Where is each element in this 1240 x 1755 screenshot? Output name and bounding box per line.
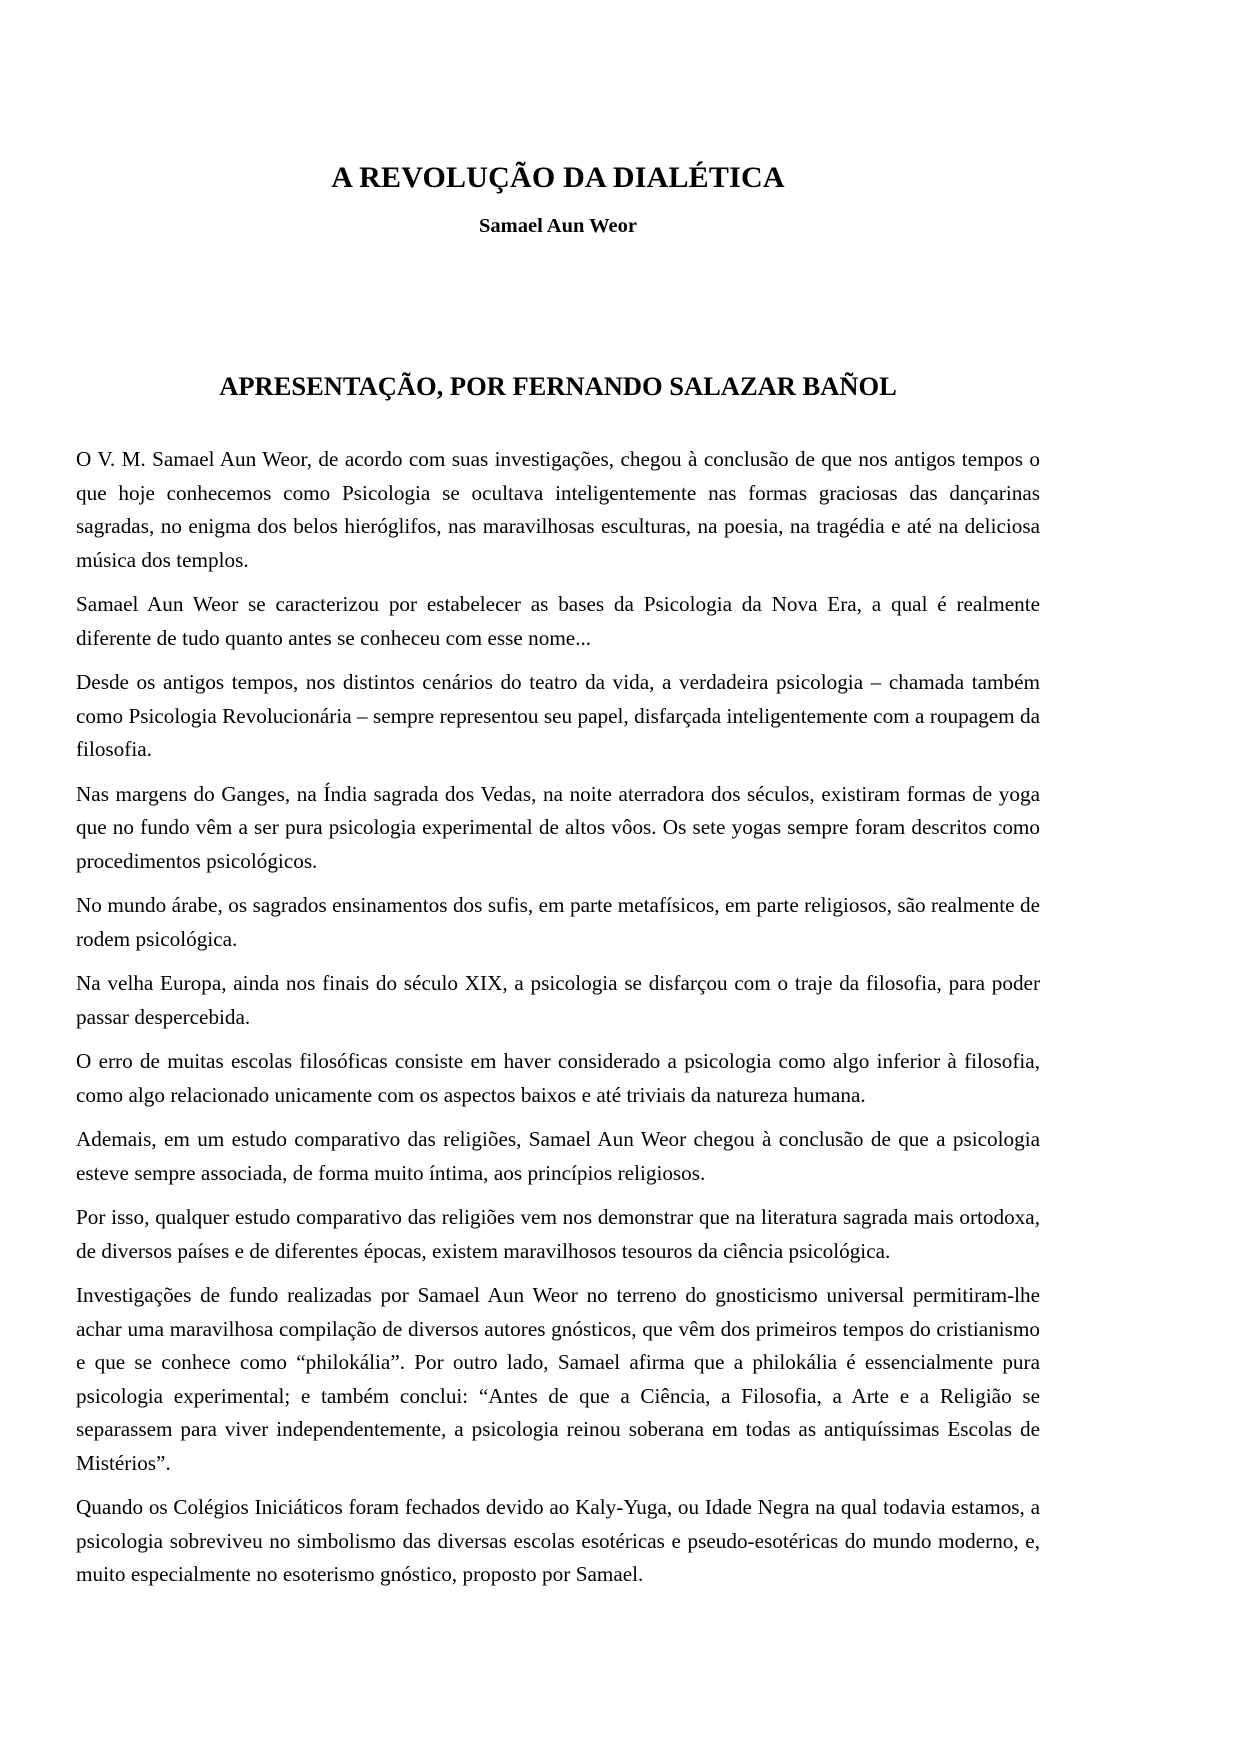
paragraph: O erro de muitas escolas filosóficas consiste em haver considerado a psicologia como algo inferior à filosofia, como algo relacionado unicamente com os aspectos baixos e até triviais da natureza humana. xyxy=(76,1049,1040,1107)
paragraph: Quando os Colégios Iniciáticos foram fechados devido ao Kaly-Yuga, ou Idade Negra na qual todavia estamos, a psicologia sobreviveu no simbolismo das diversas escolas esotéricas e pseudo-esotéricas do mundo moderno, e, muito especialmente no esoterismo gnóstico, proposto por Samael. xyxy=(76,1495,1040,1587)
page-content xyxy=(76,0,1040,1592)
body-text xyxy=(76,403,1040,1592)
document-author: Samael Aun Weor xyxy=(479,214,637,237)
paragraph: Ademais, em um estudo comparativo das religiões, Samael Aun Weor chegou à conclusão de que a psicologia esteve sempre associada, de forma muito íntima, aos princípios religiosos. xyxy=(76,1127,1040,1185)
paragraph: Nas margens do Ganges, na Índia sagrada dos Vedas, na noite aterradora dos séculos, existiram formas de yoga que no fundo vêm a ser pura psicologia experimental de altos vôos. Os sete yogas sempre foram descritos como procedimentos psicológicos. xyxy=(76,781,1040,873)
section-heading: APRESENTAÇÃO, POR FERNANDO SALAZAR BAÑOL xyxy=(219,371,897,402)
paragraph: Investigações de fundo realizadas por Samael Aun Weor no terreno do gnosticismo universal permitiram-lhe achar uma maravilhosa compilação de diversos autores gnósticos, que vêm dos primeiros tempos do cristianismo e que se conhece como “philokália”. Por outro lado, Samael afirma que a philokália é essencialmente pura psicologia experimental; e também conclui: “Antes de que a Ciência, a Filosofia, a Arte e a Religião se separassem para viver independentemente, a psicologia reinou soberana em todas as antiquíssimas Escolas de Mistérios”. xyxy=(76,1283,1040,1475)
paragraph: No mundo árabe, os sagrados ensinamentos dos sufis, em parte metafísicos, em parte religiosos, são realmente de rodem psicológica. xyxy=(76,893,1040,951)
page-title: A REVOLUÇÃO DA DIALÉTICA xyxy=(331,161,785,194)
paragraph: Na velha Europa, ainda nos finais do século XIX, a psicologia se disfarçou com o traje da filosofia, para poder passar despercebida. xyxy=(76,971,1040,1029)
paragraph: Desde os antigos tempos, nos distintos cenários do teatro da vida, a verdadeira psicologia – chamada também como Psicologia Revolucionária – sempre representou seu papel, disfarçada inteligentemente com a roupagem da filosofia. xyxy=(76,670,1040,762)
paragraph: Por isso, qualquer estudo comparativo das religiões vem nos demonstrar que na literatura sagrada mais ortodoxa, de diversos países e de diferentes épocas, existem maravilhosos tesouros da ciência psicológica. xyxy=(76,1205,1040,1263)
paragraph: O V. M. Samael Aun Weor, de acordo com suas investigações, chegou à conclusão de que nos antigos tempos o que hoje conhecemos como Psicologia se ocultava inteligentemente nas formas graciosas das dançarinas sagradas, no enigma dos belos hieróglifos, nas maravilhosas esculturas, na poesia, na tragédia e até na deliciosa música dos templos. xyxy=(76,447,1040,572)
paragraph: Samael Aun Weor se caracterizou por estabelecer as bases da Psicologia da Nova Era, a qual é realmente diferente de tudo quanto antes se conheceu com esse nome... xyxy=(76,592,1040,650)
